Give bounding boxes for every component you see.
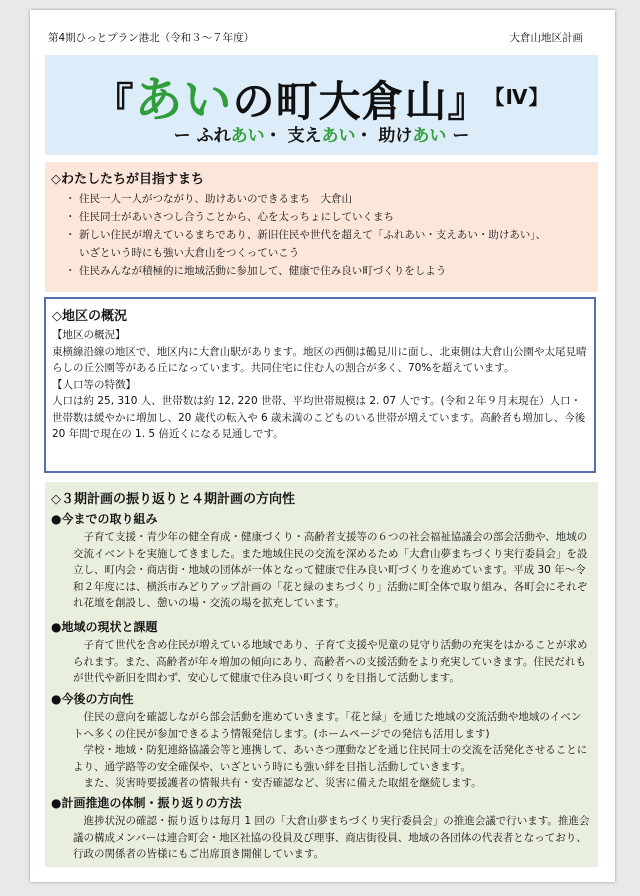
title-version: 【Ⅳ】 xyxy=(494,85,550,109)
paragraph: 学校・地域・防犯連絡協議会等と連携して、あいさつ運動などを通じ住民同士の交流を活発化させることにより、通学路等の安全確保や、いざという時にも強い絆を目指し活動していきます。 xyxy=(73,744,588,773)
goal-item xyxy=(69,226,589,262)
plan-section xyxy=(45,482,598,867)
subsection-title: ●計画推進の体制・振り返りの方法 xyxy=(51,796,242,810)
goal-item-continuation: いざという時にも強い大倉山をつくっていこう xyxy=(79,247,300,259)
subtitle-ai-3: あい xyxy=(412,126,447,146)
overview-tag-population: 【人口等の特徴】 xyxy=(52,378,136,391)
goal-item: ・ 住民同士があいさつし合うことから、心を太っちょにしていくまち xyxy=(69,208,589,226)
page-subtitle xyxy=(45,121,598,146)
plan-block-past xyxy=(51,510,591,612)
overview-text-population: 人口は約 25, 310 人、世帯数は約 12, 220 世帯、平均世帯規模は 2. 07 人です。(令和２年９月末現在）人口・世帯数は緩やかに増加し、20 歳代の転入や 6 歳未満のこどものいる世帯が増えています。高齢者も増加し、今後 20 年間で現在の 1. 5 倍近くになる見通しです。 xyxy=(52,395,586,440)
goal-item: ・ 住民みんなが積極的に地域活動に参加して、健康で住み良い町づくりをしよう xyxy=(69,262,589,280)
overview-tag-area: 【地区の概況】 xyxy=(52,329,126,341)
plan-block-system xyxy=(51,794,591,863)
goal-title: ◇わたしたちが目指すまち xyxy=(51,172,204,187)
plan-block-direction xyxy=(51,690,591,792)
plan-title: ◇３期計画の振り返りと４期計画の方向性 xyxy=(51,492,295,507)
goal-item-text: 新しい住民が増えているまちであり、新旧住民や世代を超えて「ふれあい・支えあい・助けあい」、 xyxy=(79,229,547,241)
paragraph: 住民の意向を確認しながら部会活動を進めていきます。「花と緑」を通じた地域の交流活動や地域のイベントへ多くの住民が参加できるよう情報発信します。(ホームページでの発信も活用します) xyxy=(73,711,582,740)
title-close-bracket: 』 xyxy=(447,80,489,126)
paragraph: 子育て支援・青少年の健全育成・健康づくり・高齢者支援等の６つの社会福祉協議会の部会活動や、地域の交流イベントを実施してきました。また地域住民の交流を深めるため「大倉山夢まちづくり実行委員会」を設立し、町内会・商店街・地域の団体が一体となって健康で住み良い町づくりを進めています。平成 30 年～令和２年度には、横浜市みどりアップ計画の「花と緑のまちづくり」活動に町全体で取り組み、各町会にそれぞれ花壇を創設し、憩いの場・交流の場を拡充しています。 xyxy=(73,531,588,609)
goal-section xyxy=(45,162,598,292)
subsection-title: ●今までの取り組み xyxy=(51,512,158,526)
title-banner xyxy=(45,55,598,155)
plan-period-label: 第4期ひっとプラン港北（令和３～７年度） xyxy=(48,32,255,44)
paragraph: 進捗状況の確認・振り返りは毎月 1 回の「大倉山夢まちづくり実行委員会」の推進会議で行います。推進会議の構成メンバーは連合町会・地区社協の役員及び理事、商店街役員、地域の各団体の代表者となっており、行政の関係者の皆様にもご出席頂き開催しています。 xyxy=(73,815,590,860)
overview-text-area: 東横線沿線の地区で、地区内に大倉山駅があります。地区の西側は鶴見川に面し、北東側は大倉山公園や太尾見晴らしの丘公園等がある丘になっています。共同住宅に住む人の割合が多く、70%を超えています。 xyxy=(52,345,587,374)
document-page xyxy=(30,10,615,882)
paragraph: また、災害時要援護者の情報共有・安否確認など、災害に備えた取組を継続します。 xyxy=(83,777,482,789)
goal-item: ・ 住民一人一人がつながり、助けあいのできるまち 大倉山 xyxy=(69,190,589,208)
paragraph: 子育て世代を含め住民が増えている地域であり、子育て支援や児童の見守り活動の充実をはかることが求められます。また、高齢者が年々増加の傾向にあり、高齢者への支援活動をより充実していきます。住民だれもが世代や新旧を問わず、安心して健康で住み良い町づくりを目指して活動します。 xyxy=(73,639,588,684)
subtitle-mid-2: ・ 助け xyxy=(355,126,413,146)
subsection-body xyxy=(73,709,591,792)
overview-body xyxy=(52,327,588,443)
subtitle-mid-1: ・ 支え xyxy=(264,126,322,146)
title-open-bracket: 『 xyxy=(93,80,135,126)
subtitle-ai-1: あい xyxy=(230,126,265,146)
title-rest: の町大倉山 xyxy=(232,77,448,126)
plan-block-issues xyxy=(51,618,591,687)
goal-list xyxy=(69,190,589,280)
subsection-title: ●今後の方向性 xyxy=(51,692,134,706)
subtitle-ai-2: あい xyxy=(321,126,356,146)
overview-title: ◇地区の概況 xyxy=(52,309,127,324)
subsection-title: ●地域の現状と課題 xyxy=(51,620,158,634)
subtitle-tail: ー xyxy=(446,126,470,146)
page-title xyxy=(45,61,598,130)
subsection-body xyxy=(73,813,591,863)
overview-section xyxy=(44,297,596,473)
title-ai: あい xyxy=(134,72,233,128)
subtitle-lead: ー ふれ xyxy=(173,126,231,146)
district-plan-label: 大倉山地区計画 xyxy=(509,32,583,44)
subsection-body xyxy=(73,529,591,612)
subsection-body xyxy=(73,637,591,687)
